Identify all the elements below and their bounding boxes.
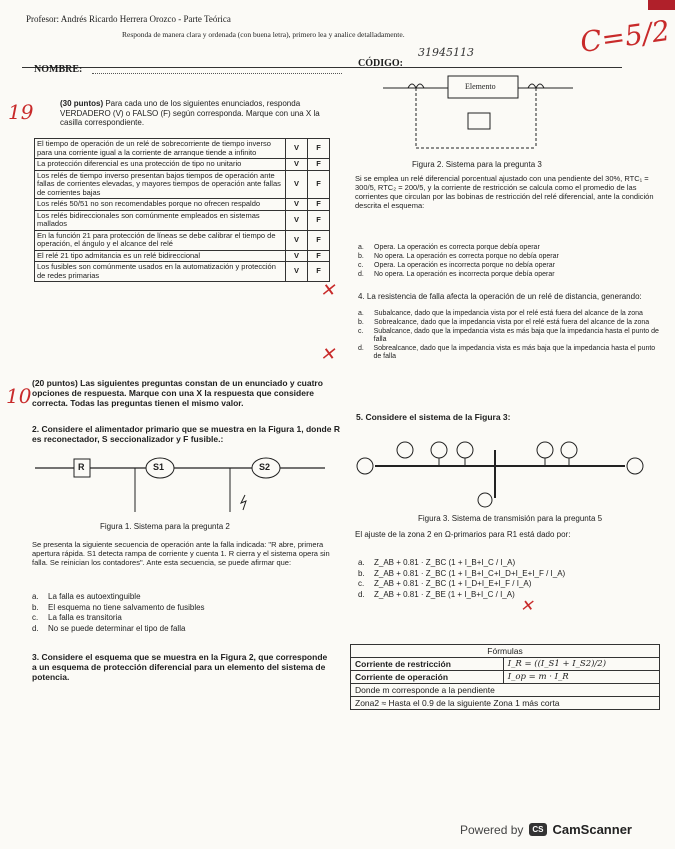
tf-statement: En la función 21 para protección de líneas se debe calibrar el tiempo de operación, el ángulo y el alcance del relé [35,230,286,250]
powered-by-text: Powered by [460,822,524,837]
tf-v-box[interactable]: V [286,139,308,159]
answer-option[interactable] [358,319,663,327]
option-letter: c. [358,262,364,269]
answer-option[interactable] [358,253,658,261]
option-letter: d. [32,623,39,633]
formula-key: Corriente de restricción [351,658,504,671]
figure-2 [378,58,578,158]
tf-v-box[interactable]: V [286,170,308,199]
option-text: El esquema no tiene salvamento de fusibles [48,602,205,612]
option-text: Opera. La operación es incorrecta porque no debía operar [374,262,555,269]
option-text: Z_AB + 0.81 · Z_BC (1 + I_B+I_C+I_D+I_E+I_F / I_A) [374,568,566,578]
option-text: No opera. La operación es incorrecta porque debía operar [374,271,555,278]
answer-option[interactable] [358,590,658,600]
tf-f-box[interactable]: F [308,250,330,262]
option-text: Opera. La operación es correcta porque debía operar [374,244,540,251]
tf-row [35,250,330,262]
option-letter: b. [358,319,364,326]
tf-v-box[interactable]: V [286,250,308,262]
formula-note: Zona2 ≈ Hasta el 0.9 de la siguiente Zona 1 más corta [351,697,660,710]
tf-v-box[interactable]: V [286,230,308,250]
tf-row [35,170,330,199]
tf-v-box[interactable]: V [286,199,308,211]
name-label: NOMBRE: [34,64,83,75]
professor-line: Profesor: Andrés Ricardo Herrera Orozco - Parte Teórica [26,14,231,24]
option-text: La falla es autoextinguible [48,592,141,601]
red-x-mark-2: ✕ [320,344,336,365]
red-corner [648,0,675,10]
fig1-node-s1: S1 [153,462,165,472]
q1-text: Para cada uno de los siguientes enunciados, responda VERDADERO (V) o FALSO (F) según corresponda. Marque con una X la casilla correspondiente. [60,99,320,127]
camscanner-logo-icon: CS [529,823,546,836]
option-text: Z_AB + 0.81 · Z_BE (1 + I_B+I_C / I_A) [374,589,515,599]
q5-options [358,558,658,600]
answer-option[interactable] [358,569,658,579]
q1-stem [60,99,320,128]
tf-v-box[interactable]: V [286,159,308,171]
figure-3-caption: Figura 3. Sistema de transmisión para la pregunta 5 [418,514,603,523]
formula-row [351,684,660,697]
q3-stem: 3. Considere el esquema que se muestra en la Figura 2, que corresponde a un esquema de protección diferencial para un elemento del sistema de potencia. [32,652,328,682]
answer-option[interactable] [358,262,658,270]
formulas-title: Fórmulas [351,645,660,658]
tf-row [35,139,330,159]
option-letter: a. [358,310,364,317]
red-x-mark-1: ✕ [320,280,336,301]
tf-v-box[interactable]: V [286,210,308,230]
figure-2-caption: Figura 2. Sistema para la pregunta 3 [412,160,542,169]
option-letter: b. [358,253,364,260]
answer-option[interactable] [32,592,332,602]
q3-text: Si se emplea un relé diferencial porcentual ajustado con una pendiente del 30%, RTC₁ = 300/5, RTC₂ = 200/5, y la corriente de restricción se calcula como el promedio de las corrientes que circulan por las bobinas de restricción del relé diferencial, ante la condición descrita el esquema: [355,174,654,210]
camscanner-brand: CamScanner [552,822,632,837]
q1-table [34,138,330,282]
red-x-mark-3: ✕ [520,596,534,615]
answer-option[interactable] [358,345,663,361]
figure-2-element: Elemento [465,82,496,91]
tf-f-box[interactable]: F [308,210,330,230]
answer-option[interactable] [358,271,658,279]
q3-options [358,244,658,280]
formulas-table [350,644,660,710]
q2-stem: 2. Considere el alimentador primario que se muestra en la Figura 1, donde R es reconectador, S seccionalizador y F fusible.: [32,424,340,444]
tf-f-box[interactable]: F [308,139,330,159]
instructions: Responda de manera clara y ordenada (con buena letra), primero lea y analice detalladamente. [122,30,405,39]
formula-value: I_R = ((I_S1 + I_S2)/2) [503,658,659,671]
formula-row [351,658,660,671]
answer-option[interactable] [358,579,658,589]
option-text: La falla es transitoria [48,613,122,622]
formula-key: Corriente de operación [351,671,504,684]
fig1-node-r: R [78,462,85,472]
formula-row [351,671,660,684]
tf-statement: El tiempo de operación de un relé de sobrecorriente de tiempo inverso para una corriente igual a la corriente de arranque tiende a infinito [35,139,286,159]
option-text: No opera. La operación es correcta porque no debía operar [374,253,559,260]
camscanner-footer [460,822,632,837]
q20-score: 10 [6,384,32,408]
tf-statement: Los relés de tiempo inverso presentan bajos tiempos de operación ante fallas de corrientes elevadas, y mayores tiempos de operación ante fallas de corrientes bajas [35,170,286,199]
q1-score: 19 [8,100,34,124]
q4-options [358,310,663,362]
option-letter: d. [358,345,364,352]
figure-1-caption: Figura 1. Sistema para la pregunta 2 [100,522,230,531]
option-letter: c. [358,579,365,588]
answer-option[interactable] [32,613,332,623]
figure-3 [355,428,655,512]
tf-f-box[interactable]: F [308,199,330,211]
option-letter: c. [358,328,364,335]
formula-row [351,697,660,710]
q5-stem: 5. Considere el sistema de la Figura 3: [356,412,511,422]
option-letter: a. [358,244,364,251]
q20-text: (20 puntos) Las siguientes preguntas constan de un enunciado y cuatro opciones de respuesta. Marque con una X la respuesta que considere correcta. Todas las preguntas tienen el mismo valor. [32,378,323,408]
fig1-node-s2: S2 [259,462,271,472]
option-text: No se puede determinar el tipo de falla [48,623,186,633]
option-letter: b. [358,568,365,578]
q2-options [32,592,332,634]
option-letter: a. [32,592,39,601]
figure-1 [30,450,330,520]
answer-option[interactable] [358,244,658,252]
tf-row [35,262,330,282]
option-text: Sobrealcance, dado que la impedancia vista por el relé está fuera del alcance de la zona [374,319,650,326]
q1-title: (30 puntos) [60,99,104,108]
q4-stem: 4. La resistencia de falla afecta la operación de un relé de distancia, generando: [358,292,642,301]
answer-option[interactable] [32,624,332,634]
answer-option[interactable] [358,558,658,568]
name-line [92,73,342,74]
formula-note: Donde m corresponde a la pendiente [351,684,660,697]
tf-v-box[interactable]: V [286,262,308,282]
option-text: Z_AB + 0.81 · Z_BC (1 + I_D+I_E+I_F / I_A) [374,579,532,588]
grade-annotation: C=5/2 [578,13,672,60]
option-letter: d. [358,271,364,278]
tf-row [35,199,330,211]
tf-f-box[interactable]: F [308,262,330,282]
q2-sequence: Se presenta la siguiente secuencia de operación ante la falla indicada: "R abre, primera apertura rápida. S1 detecta rampa de corriente y cuenta 1. R cierra y el sistema opera sin falla. Se reinician los contadores". Ante esta secuencia, se puede afirmar que: [32,540,330,567]
option-letter: d. [358,589,365,599]
option-text: Subalcance, dado que la impedancia vista por el relé está fuera del alcance de la zona [374,310,643,317]
formula-value: I_op = m · I_R [503,671,659,684]
answer-option[interactable] [358,328,663,344]
tf-statement: Los relés bidireccionales son comúnmente empleados en sistemas mallados [35,210,286,230]
tf-row [35,230,330,250]
tf-statement: El relé 21 tipo admitancia es un relé bidireccional [35,250,286,262]
tf-row [35,159,330,171]
tf-f-box[interactable]: F [308,170,330,199]
option-letter: c. [32,613,39,622]
tf-f-box[interactable]: F [308,159,330,171]
tf-statement: Los fusibles son comúnmente usados en la automatización y protección de redes primarias [35,262,286,282]
option-text: Z_AB + 0.81 · Z_BC (1 + I_B+I_C / I_A) [374,558,516,567]
tf-row [35,210,330,230]
tf-f-box[interactable]: F [308,230,330,250]
option-letter: a. [358,558,365,567]
answer-option[interactable] [358,310,663,318]
option-text: Subalcance, dado que la impedancia vista es más baja que la impedancia hasta el punto de falla [373,328,659,343]
answer-option[interactable] [32,603,332,613]
code-label: CÓDIGO: [358,58,403,69]
code-value: 31945113 [418,46,474,59]
tf-statement: Los relés 50/51 no son recomendables porque no ofrecen respaldo [35,199,286,211]
option-text: Sobrealcance, dado que la impedancia vista es más baja que la impedancia hasta el punto de falla [373,345,656,360]
option-letter: b. [32,602,39,612]
tf-statement: La protección diferencial es una protección de tipo no unitario [35,159,286,171]
q5-text: El ajuste de la zona 2 en Ω-primarios para R1 está dado por: [355,530,571,539]
